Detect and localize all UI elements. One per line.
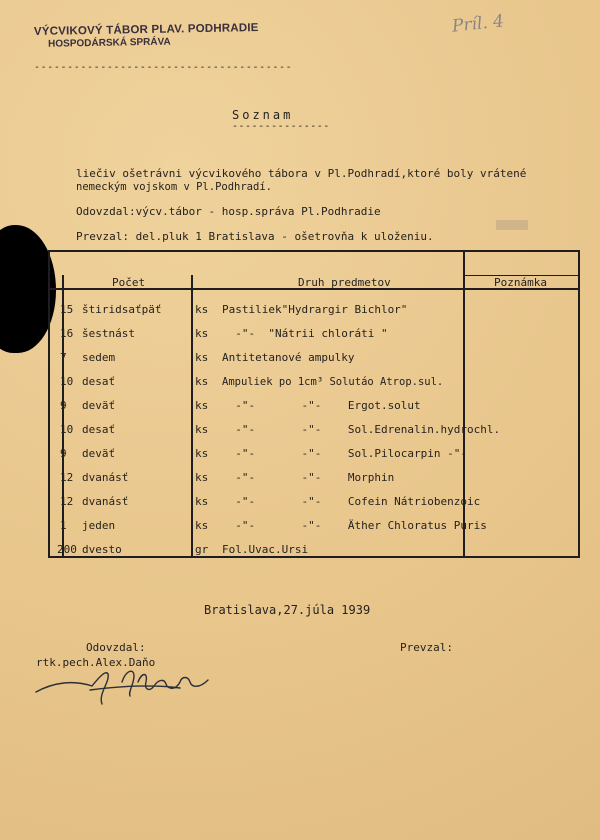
row-count-words: desať — [82, 423, 116, 436]
intro-line-2: nemeckým vojskom v Pl.Podhradí. — [76, 181, 272, 193]
row-item: -"- -"- Ergot.solut — [222, 399, 421, 412]
handwritten-signature — [30, 662, 220, 710]
row-count-number: 9 — [60, 399, 67, 412]
row-item: Fol.Uvac.Ursi — [222, 543, 309, 556]
row-count-words: deväť — [82, 447, 116, 460]
handed-over-label: Odovzdal: — [86, 641, 146, 654]
row-item: -"- -"- Morphin — [222, 471, 395, 484]
row-unit: ks — [195, 423, 209, 436]
row-count-number: 10 — [60, 423, 74, 436]
row-item: -"- -"- Cofein Nátriobenzoic — [222, 495, 481, 508]
row-count-words: dvanásť — [82, 471, 129, 484]
row-count-number: 12 — [60, 495, 74, 508]
row-count-words: deväť — [82, 399, 116, 412]
row-count-number: 16 — [60, 327, 74, 340]
row-count-number: 7 — [60, 351, 67, 364]
row-unit: ks — [195, 447, 209, 460]
faint-mark — [496, 220, 528, 230]
row-item: Antitetanové ampulky — [222, 351, 355, 364]
row-count-number: 15 — [60, 303, 74, 316]
row-item: Ampuliek po 1cm³ Solutáo Atrop.sul. — [222, 376, 444, 388]
row-item: -"- "Nátrii chloráti " — [222, 327, 388, 340]
row-item: -"- -"- Äther Chloratus Puris — [222, 519, 487, 532]
handed-over-name: rtk.pech.Alex.Daňo — [36, 656, 156, 669]
row-unit: ks — [195, 327, 209, 340]
row-item: Pastiliek"Hydrargir Bichlor" — [222, 303, 408, 316]
row-count-words: šestnást — [82, 327, 135, 340]
row-count-number: 1 — [60, 519, 67, 532]
dashed-divider: --------------------------------------- — [34, 62, 293, 73]
document-title: Soznam — [232, 108, 294, 122]
row-count-words: štiridsaťpäť — [82, 303, 162, 316]
intro-line-1: liečiv ošetrávni výcvikového tábora v Pl.Podhradí,ktoré boly vrátené — [76, 167, 527, 180]
stamp-line-1: VÝCVIKOVÝ TÁBOR PLAV. PODHRADIE — [33, 22, 259, 38]
row-count-words: dvesto — [82, 543, 122, 556]
row-unit: ks — [195, 375, 209, 388]
row-unit: gr — [195, 543, 209, 556]
office-stamp — [34, 22, 259, 50]
row-count-number: 12 — [60, 471, 74, 484]
row-count-words: jeden — [82, 519, 116, 532]
column-header-count: Počet — [112, 276, 146, 289]
attachment-annotation: Príl. 4 — [451, 11, 505, 37]
row-item: -"- -"- Sol.Pilocarpin -"- — [222, 447, 468, 460]
title-underline: --------------- — [232, 121, 330, 132]
handed-over-line: Odovzdal:výcv.tábor - hosp.správa Pl.Podhradie — [76, 205, 381, 218]
row-unit: ks — [195, 495, 209, 508]
row-unit: ks — [195, 519, 209, 532]
row-unit: ks — [195, 471, 209, 484]
row-count-number: 9 — [60, 447, 67, 460]
row-count-number: 10 — [60, 375, 74, 388]
column-header-note: Poznámka — [494, 276, 547, 289]
column-header-item: Druh predmetov — [298, 276, 391, 289]
stamp-line-2: HOSPODÁRSKÁ SPRÁVA — [48, 36, 171, 50]
received-label: Prevzal: — [400, 641, 453, 654]
place-and-date: Bratislava,27.júla 1939 — [204, 603, 371, 617]
row-count-words: desať — [82, 375, 116, 388]
row-count-number: 200 — [57, 543, 77, 556]
row-unit: ks — [195, 303, 209, 316]
row-unit: ks — [195, 351, 209, 364]
row-unit: ks — [195, 399, 209, 412]
row-item: -"- -"- Sol.Edrenalin.hydrochl. — [222, 423, 501, 436]
row-count-words: sedem — [82, 351, 116, 364]
row-count-words: dvanásť — [82, 495, 129, 508]
received-line: Prevzal: del.pluk 1 Bratislava - ošetrovňa k uloženiu. — [76, 230, 434, 243]
